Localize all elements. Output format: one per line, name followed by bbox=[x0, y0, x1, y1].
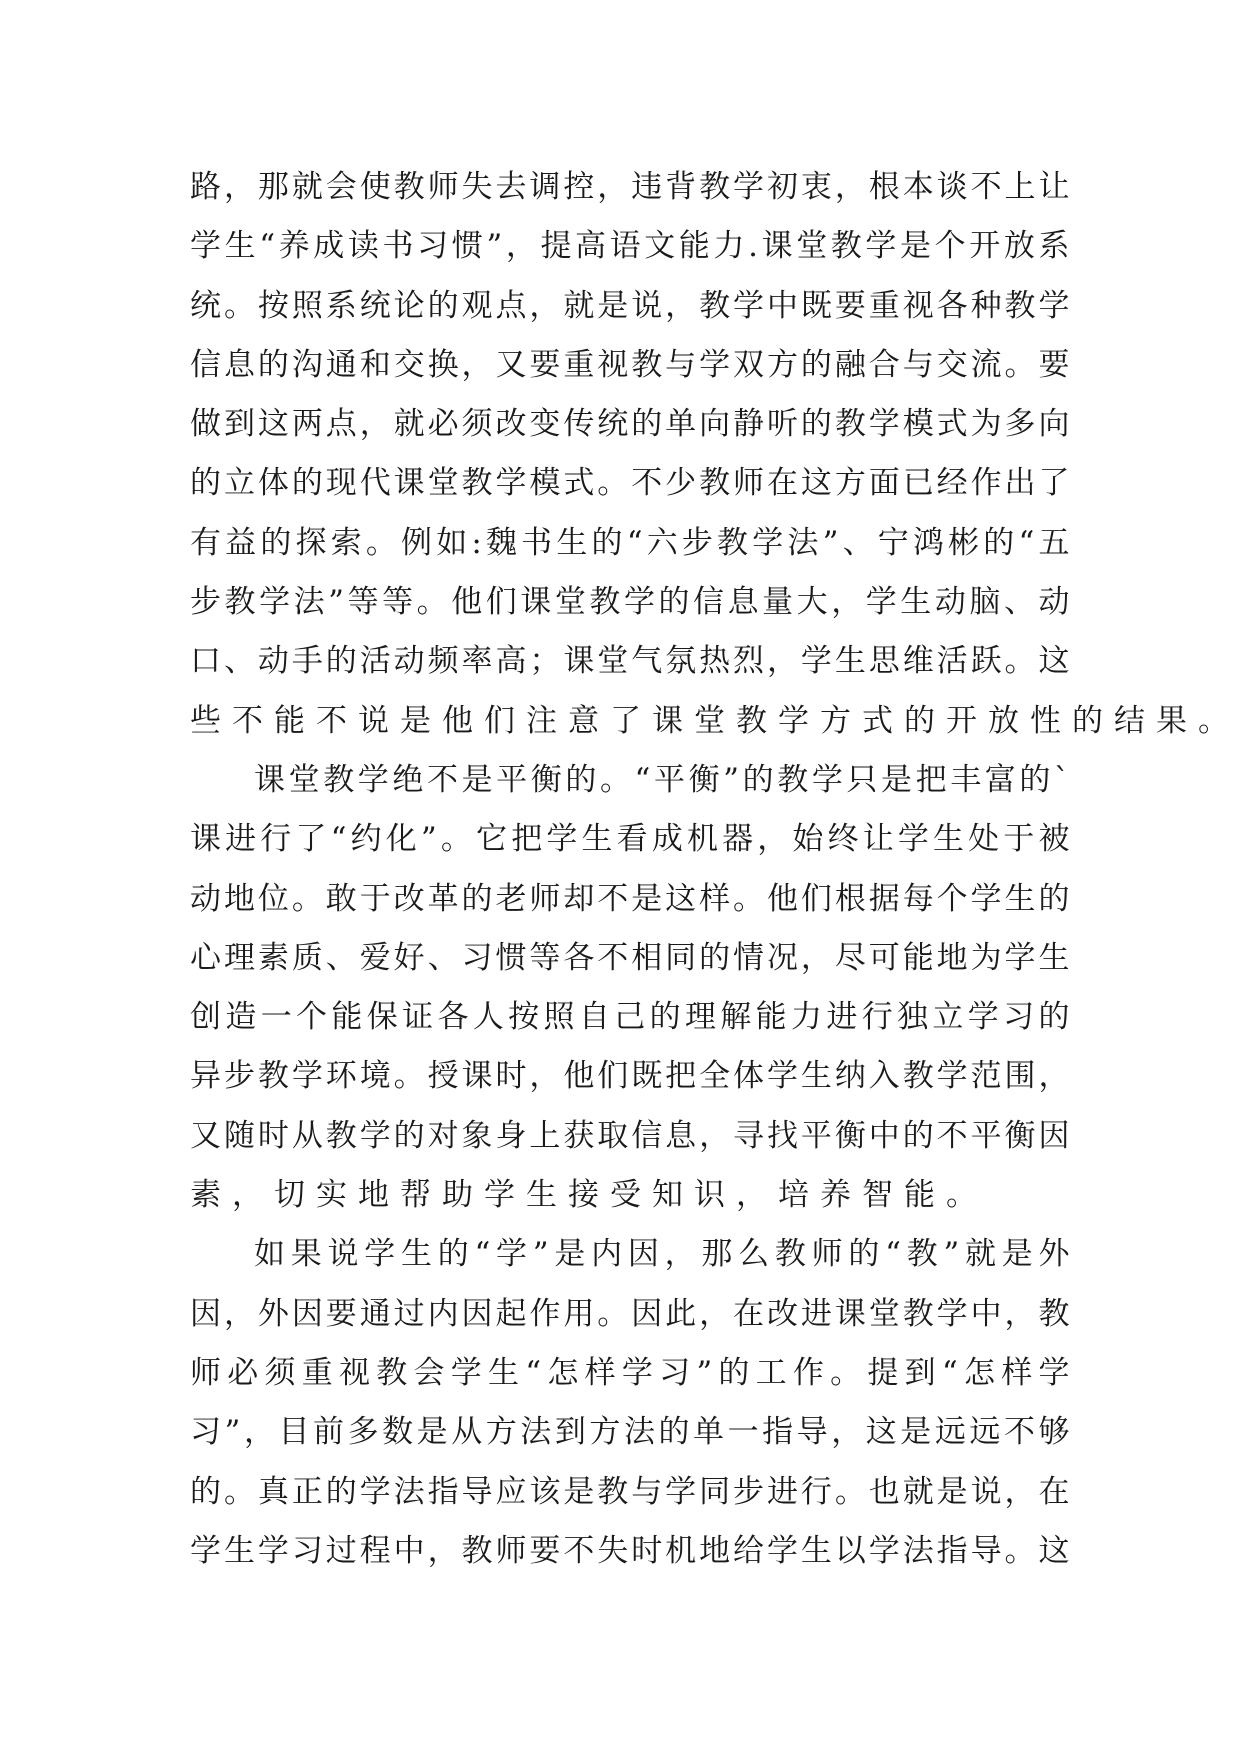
text-line: 课进行了“约化”。它把学生看成机器，始终让学生处于被 bbox=[190, 821, 1070, 858]
text-line: 路，那就会使教师失去调控，违背教学初衷，根本谈不上让 bbox=[190, 169, 1070, 205]
text-line: 有益的探索。例如:魏书生的“六步教学法”、宁鸿彬的“五 bbox=[190, 524, 1070, 561]
text-line: 师必须重视教会学生“怎样学习”的工作。提到“怎样学 bbox=[190, 1354, 1070, 1391]
text-line: 素，切实地帮助学生接受知识，培养智能。 bbox=[190, 1177, 988, 1214]
text-line: 的立体的现代课堂教学模式。不少教师在这方面已经作出了 bbox=[190, 465, 1070, 502]
text-line: 异步教学环境。授课时，他们既把全体学生纳入教学范围， bbox=[190, 1058, 1070, 1095]
text-line: 学生学习过程中，教师要不失时机地给学生以学法指导。这 bbox=[190, 1532, 1070, 1569]
text-line: 又随时从教学的对象身上获取信息，寻找平衡中的不平衡因 bbox=[190, 1117, 1070, 1154]
text-line: 动地位。敢于改革的老师却不是这样。他们根据每个学生的 bbox=[190, 880, 1070, 917]
text-line: 步教学法”等等。他们课堂教学的信息量大，学生动脑、动 bbox=[190, 584, 1070, 621]
text-line: 些不能不说是他们注意了课堂教学方式的开放性的结果。 bbox=[190, 702, 1240, 739]
text-line: 统。按照系统论的观点，就是说，教学中既要重视各种教学 bbox=[190, 287, 1070, 324]
text-line: 做到这两点，就必须改变传统的单向静听的教学模式为多向 bbox=[190, 406, 1070, 443]
text-line: 创造一个能保证各人按照自己的理解能力进行独立学习的 bbox=[190, 999, 1070, 1036]
text-line: 习”，目前多数是从方法到方法的单一指导，这是远远不够 bbox=[190, 1414, 1070, 1451]
text-line: 的。真正的学法指导应该是教与学同步进行。也就是说，在 bbox=[190, 1473, 1070, 1510]
text-line: 因，外因要通过内因起作用。因此，在改进课堂教学中，教 bbox=[190, 1295, 1070, 1332]
text-line: 学生“养成读书习惯”，提高语文能力.课堂教学是个开放系 bbox=[190, 228, 1070, 265]
paragraph-first-line: 课堂教学绝不是平衡的。“平衡”的教学只是把丰富的` bbox=[254, 761, 1070, 798]
text-line: 心理素质、爱好、习惯等各不相同的情况，尽可能地为学生 bbox=[190, 939, 1070, 976]
text-line: 口、动手的活动频率高；课堂气氛热烈，学生思维活跃。这 bbox=[190, 643, 1070, 680]
paragraph-first-line: 如果说学生的“学”是内因，那么教师的“教”就是外 bbox=[254, 1236, 1070, 1273]
document-body bbox=[190, 158, 1240, 1581]
text-line: 信息的沟通和交换，又要重视教与学双方的融合与交流。要 bbox=[190, 346, 1070, 383]
